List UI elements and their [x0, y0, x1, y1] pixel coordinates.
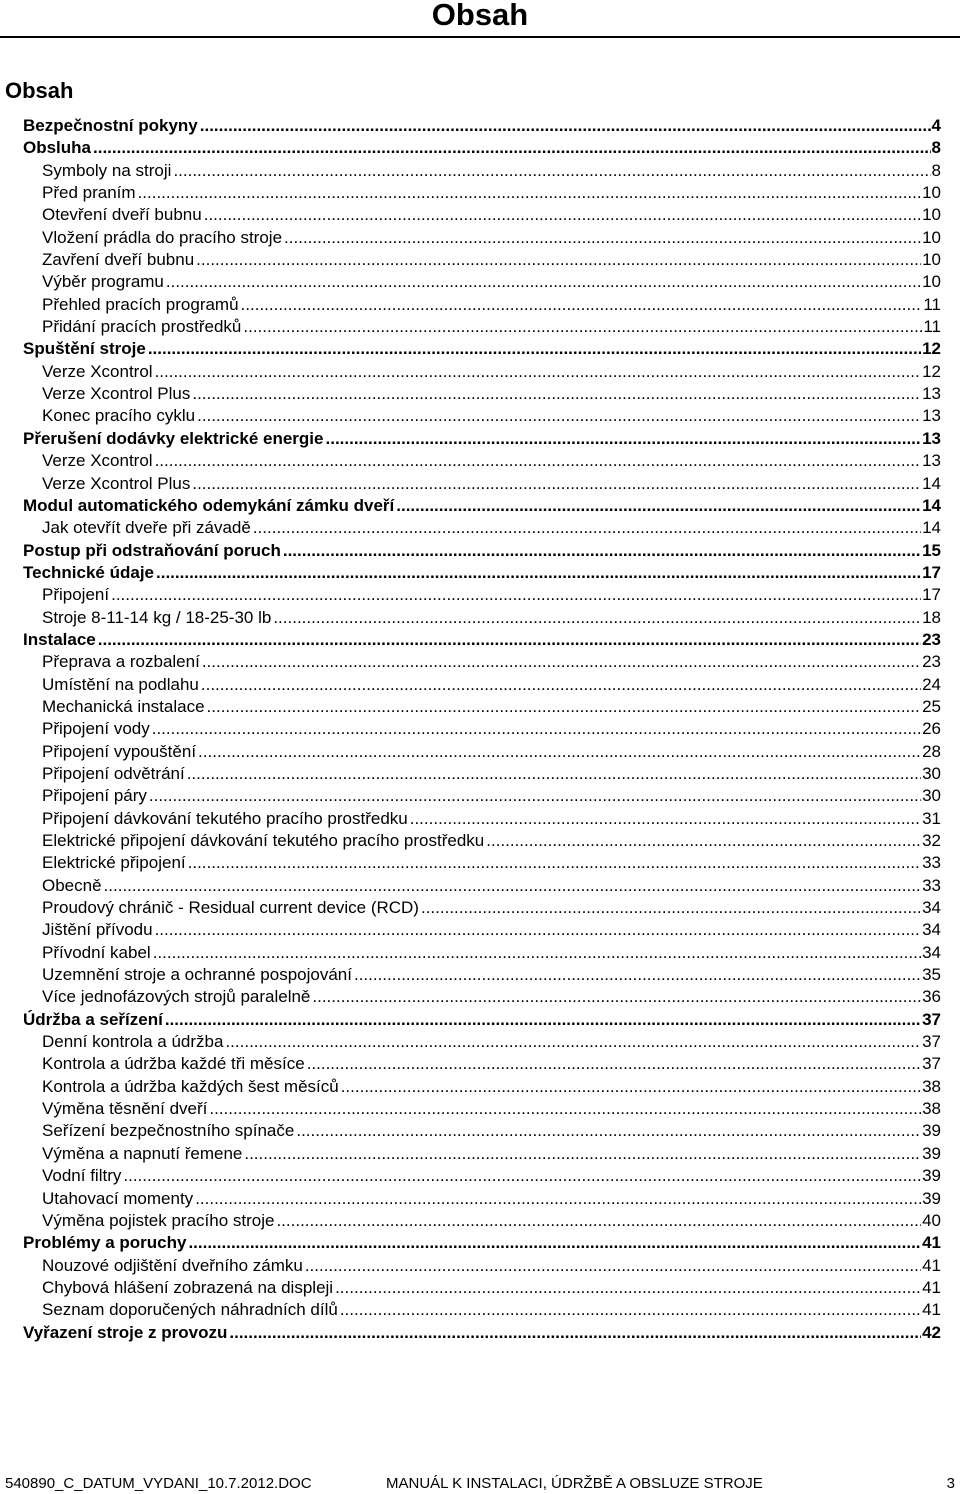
toc-dot-leader — [188, 852, 921, 874]
toc-entry-label: Přehled pracích programů — [42, 294, 239, 314]
toc-entry-label: Proudový chránič - Residual current device (RCD) — [42, 898, 419, 918]
toc-dot-leader — [149, 785, 921, 807]
toc-entry-page: 14 — [922, 518, 941, 538]
page-footer — [0, 1474, 960, 1494]
toc-entry-page: 15 — [922, 540, 941, 560]
toc-entry-label: Vyřazení stroje z provozu — [23, 1322, 228, 1342]
toc-entry-label: Vodní filtry — [42, 1166, 122, 1186]
toc-entry-page: 12 — [922, 361, 941, 381]
toc-dot-leader — [396, 495, 921, 517]
toc-entry-section[interactable] — [23, 964, 941, 986]
toc-dot-leader — [421, 897, 921, 919]
toc-heading: Obsah — [5, 78, 74, 103]
toc-entry-section[interactable] — [23, 741, 941, 763]
toc-dot-leader — [187, 763, 921, 785]
toc-dot-leader — [253, 517, 921, 539]
toc-dot-leader — [165, 1009, 921, 1031]
toc-entry-page: 30 — [922, 786, 941, 806]
toc-dot-leader — [198, 741, 921, 763]
toc-entry-label: Elektrické připojení — [42, 853, 186, 873]
toc-entry-page: 10 — [922, 183, 941, 203]
toc-entry-page: 37 — [922, 1032, 941, 1052]
toc-dot-leader — [188, 1232, 921, 1254]
toc-entry-section[interactable] — [23, 227, 941, 249]
toc-entry-label: Výměna pojistek pracího stroje — [42, 1210, 275, 1230]
toc-entry-page: 40 — [922, 1210, 941, 1230]
toc-entry-page: 39 — [922, 1188, 941, 1208]
toc-entry-label: Připojení — [42, 585, 110, 605]
toc-entry-chapter[interactable] — [23, 338, 941, 360]
toc-entry-page: 8 — [931, 160, 941, 180]
toc-entry-page: 41 — [922, 1277, 941, 1297]
toc-entry-section[interactable] — [23, 1188, 941, 1210]
toc-entry-label: Utahovací momenty — [42, 1188, 194, 1208]
toc-dot-leader — [305, 1255, 921, 1277]
toc-dot-leader — [241, 294, 923, 316]
toc-entry-page: 23 — [922, 652, 941, 672]
toc-entry-label: Připojení odvětrání — [42, 763, 185, 783]
toc-dot-leader — [486, 830, 921, 852]
toc-entry-label: Seřízení bezpečnostního spínače — [42, 1121, 295, 1141]
toc-entry-label: Kontrola a údržba každých šest měsíců — [42, 1076, 339, 1096]
toc-entry-chapter[interactable] — [23, 562, 941, 584]
toc-dot-leader — [155, 919, 922, 941]
toc-entry-label: Instalace — [23, 629, 96, 649]
toc-entry-label: Přívodní kabel — [42, 942, 151, 962]
toc-entry-section[interactable] — [23, 249, 941, 271]
toc-entry-page: 18 — [922, 607, 941, 627]
toc-dot-leader — [341, 1076, 921, 1098]
toc-dot-leader — [201, 674, 921, 696]
toc-entry-section[interactable] — [23, 517, 941, 539]
toc-entry-page: 13 — [922, 428, 941, 448]
toc-entry-section[interactable] — [23, 160, 941, 182]
toc-dot-leader — [197, 405, 921, 427]
toc-dot-leader — [326, 428, 922, 450]
toc-entry-page: 10 — [922, 205, 941, 225]
toc-dot-leader — [335, 1277, 921, 1299]
toc-entry-section[interactable] — [23, 1143, 941, 1165]
toc-entry-section[interactable] — [23, 1210, 941, 1232]
toc-dot-leader — [209, 1098, 921, 1120]
toc-dot-leader — [138, 182, 922, 204]
toc-entry-page: 8 — [931, 138, 941, 158]
toc-entry-section[interactable] — [23, 1098, 941, 1120]
toc-dot-leader — [153, 942, 921, 964]
toc-entry-page: 14 — [922, 473, 941, 493]
toc-dot-leader — [93, 137, 931, 159]
toc-entry-section[interactable] — [23, 271, 941, 293]
toc-dot-leader — [152, 718, 921, 740]
toc-entry-page: 39 — [922, 1121, 941, 1141]
toc-entry-label: Výměna těsnění dveří — [42, 1099, 208, 1119]
toc-entry-section[interactable] — [23, 1165, 941, 1187]
toc-entry-label: Zavření dveří bubnu — [42, 250, 195, 270]
toc-entry-section[interactable] — [23, 584, 941, 606]
toc-entry-page: 23 — [922, 629, 941, 649]
toc-dot-leader — [225, 1031, 921, 1053]
toc-entry-label: Přeprava a rozbalení — [42, 652, 200, 672]
toc-dot-leader — [192, 473, 921, 495]
toc-entry-section[interactable] — [23, 450, 941, 472]
toc-entry-page: 11 — [923, 317, 941, 337]
toc-entry-page: 14 — [922, 495, 941, 515]
toc-dot-leader — [173, 160, 930, 182]
toc-entry-label: Symboly na stroji — [42, 160, 172, 180]
toc-entry-page: 34 — [922, 920, 941, 940]
toc-entry-page: 38 — [922, 1099, 941, 1119]
toc-entry-page: 39 — [922, 1143, 941, 1163]
toc-entry-section[interactable] — [23, 1299, 941, 1321]
toc-dot-leader — [354, 964, 921, 986]
toc-entry-label: Modul automatického odemykání zámku dveří — [23, 495, 395, 515]
footer-page-number: 3 — [946, 1475, 955, 1492]
toc-entry-section[interactable] — [23, 763, 941, 785]
toc-entry-label: Verze Xcontrol — [42, 361, 153, 381]
toc-dot-leader — [98, 629, 921, 651]
toc-dot-leader — [307, 1053, 921, 1075]
toc-dot-leader — [155, 450, 922, 472]
toc-entry-page: 17 — [922, 585, 941, 605]
toc-dot-leader — [156, 562, 921, 584]
toc-entry-page: 13 — [922, 406, 941, 426]
toc-entry-page: 11 — [923, 294, 941, 314]
footer-manual-title: MANUÁL K INSTALACI, ÚDRŽBĚ A OBSLUZE STROJE — [386, 1475, 763, 1492]
toc-entry-chapter[interactable] — [23, 1322, 941, 1344]
toc-entry-section[interactable] — [23, 852, 941, 874]
toc-entry-section[interactable] — [23, 204, 941, 226]
toc-dot-leader — [196, 249, 921, 271]
toc-entry-label: Výběr programu — [42, 272, 164, 292]
toc-entry-page: 17 — [922, 562, 941, 582]
toc-dot-leader — [284, 227, 921, 249]
toc-entry-page: 12 — [922, 339, 941, 359]
toc-entry-section[interactable] — [23, 1120, 941, 1142]
toc-entry-label: Jak otevřít dveře při závadě — [42, 518, 251, 538]
toc-entry-page: 28 — [922, 741, 941, 761]
toc-entry-page: 41 — [922, 1255, 941, 1275]
toc-dot-leader — [244, 1143, 921, 1165]
toc-entry-page: 31 — [922, 808, 941, 828]
toc-entry-page: 35 — [922, 965, 941, 985]
toc-entry-page: 10 — [922, 272, 941, 292]
toc-entry-section[interactable] — [23, 1277, 941, 1299]
toc-entry-label: Verze Xcontrol — [42, 451, 153, 471]
toc-entry-page: 26 — [922, 719, 941, 739]
toc-dot-leader — [148, 338, 921, 360]
toc-entry-page: 34 — [922, 942, 941, 962]
toc-entry-label: Připojení vypouštění — [42, 741, 197, 761]
toc-entry-page: 10 — [922, 227, 941, 247]
toc-entry-label: Bezpečnostní pokyny — [23, 116, 198, 135]
toc-dot-leader — [276, 1210, 921, 1232]
toc-entry-label: Kontrola a údržba každé tři měsíce — [42, 1054, 305, 1074]
toc-dot-leader — [204, 204, 921, 226]
footer-document-code: 540890_C_DATUM_VYDANI_10.7.2012.DOC — [5, 1475, 312, 1492]
toc-dot-leader — [340, 1299, 921, 1321]
toc-entry-page: 32 — [922, 831, 941, 850]
toc-entry-label: Verze Xcontrol Plus — [42, 473, 191, 493]
toc-entry-label: Konec pracího cyklu — [42, 406, 196, 426]
toc-entry-page: 37 — [922, 1054, 941, 1074]
toc-entry-label: Připojení páry — [42, 786, 147, 806]
toc-entry-label: Připojení vody — [42, 719, 150, 739]
toc-dot-leader — [111, 584, 921, 606]
toc-entry-section[interactable] — [23, 808, 941, 830]
toc-dot-leader — [229, 1322, 921, 1344]
toc-entry-section[interactable] — [23, 383, 941, 405]
toc-dot-leader — [243, 316, 922, 338]
toc-entry-label: Mechanická instalace — [42, 696, 205, 716]
toc-entry-section[interactable] — [23, 1255, 941, 1277]
toc-entry-section[interactable] — [23, 651, 941, 673]
toc-entry-section[interactable] — [23, 830, 941, 852]
toc-dot-leader — [410, 808, 921, 830]
toc-entry-label: Technické údaje — [23, 562, 155, 582]
toc-entry-chapter[interactable] — [23, 137, 941, 159]
toc-entry-label: Uzemnění stroje a ochranné pospojování — [42, 965, 352, 985]
toc-entry-label: Postup při odstraňování poruch — [23, 540, 281, 560]
toc-entry-label: Vložení prádla do pracího stroje — [42, 227, 283, 247]
toc-entry-section[interactable] — [23, 696, 941, 718]
toc-entry-page: 4 — [931, 116, 941, 135]
toc-entry-section[interactable] — [23, 986, 941, 1008]
toc-entry-chapter[interactable] — [23, 629, 941, 651]
toc-entry-page: 38 — [922, 1076, 941, 1096]
toc-entry-label: Připojení dávkování tekutého pracího prostředku — [42, 808, 408, 828]
toc-entry-label: Více jednofázových strojů paralelně — [42, 987, 311, 1007]
toc-entry-label: Problémy a poruchy — [23, 1233, 187, 1253]
toc-entry-label: Elektrické připojení dávkování tekutého pracího prostředku — [42, 831, 485, 850]
toc-entry-section[interactable] — [23, 473, 941, 495]
toc-dot-leader — [166, 271, 921, 293]
toc-entry-section[interactable] — [23, 718, 941, 740]
toc-entry-section[interactable] — [23, 942, 941, 964]
toc-dot-leader — [283, 540, 921, 562]
toc-entry-section[interactable] — [23, 1053, 941, 1075]
toc-entry-label: Otevření dveří bubnu — [42, 205, 202, 225]
toc-entry-section[interactable] — [23, 607, 941, 629]
toc-dot-leader — [192, 383, 921, 405]
toc-dot-leader — [155, 361, 922, 383]
toc-entry-section[interactable] — [23, 1031, 941, 1053]
toc-dot-leader — [202, 651, 921, 673]
toc-entry-label: Výměna a napnutí řemene — [42, 1143, 243, 1163]
toc-dot-leader — [104, 875, 922, 897]
toc-entry-chapter[interactable] — [23, 1009, 941, 1031]
toc-entry-section[interactable] — [23, 919, 941, 941]
toc-entry-page: 42 — [922, 1322, 941, 1342]
page-title: Obsah — [431, 0, 529, 32]
toc-entry-chapter[interactable] — [23, 495, 941, 517]
toc-entry-page: 36 — [922, 987, 941, 1007]
toc-entry-page: 39 — [922, 1166, 941, 1186]
toc-entry-label: Seznam doporučených náhradních dílů — [42, 1300, 338, 1320]
toc-entry-label: Přidání pracích prostředků — [42, 317, 242, 337]
toc-entry-label: Chybová hlášení zobrazená na displeji — [42, 1277, 334, 1297]
toc-entry-page: 41 — [922, 1300, 941, 1320]
toc-entry-page: 34 — [922, 898, 941, 918]
toc-entry-page: 41 — [922, 1233, 941, 1253]
toc-entry-section[interactable] — [23, 316, 941, 338]
toc-entry-page: 37 — [922, 1009, 941, 1029]
toc-entry-page: 13 — [922, 451, 941, 471]
toc-entry-label: Před praním — [42, 183, 136, 203]
toc-entry-label: Denní kontrola a údržba — [42, 1032, 224, 1052]
toc-entry-page: 25 — [922, 696, 941, 716]
toc-entry-page: 33 — [922, 875, 941, 895]
toc-entry-label: Obecně — [42, 875, 102, 895]
toc-entry-label: Přerušení dodávky elektrické energie — [23, 428, 324, 448]
toc-entry-section[interactable] — [23, 897, 941, 919]
toc-dot-leader — [200, 115, 931, 137]
toc-entry-page: 24 — [922, 674, 941, 694]
toc-entry-label: Údržba a seřízení — [23, 1009, 163, 1029]
toc-entry-section[interactable] — [23, 875, 941, 897]
toc-entry-chapter[interactable] — [23, 115, 941, 137]
toc-dot-leader — [207, 696, 922, 718]
toc-entry-chapter[interactable] — [23, 428, 941, 450]
toc-entry-section[interactable] — [23, 182, 941, 204]
toc-entry-chapter[interactable] — [23, 1232, 941, 1254]
toc-entry-page: 33 — [922, 853, 941, 873]
toc-entry-section[interactable] — [23, 361, 941, 383]
toc-entry-label: Spuštění stroje — [23, 339, 146, 359]
toc-entry-label: Verze Xcontrol Plus — [42, 384, 191, 404]
toc-entry-page: 30 — [922, 763, 941, 783]
toc-entry-label: Obsluha — [23, 138, 92, 158]
toc-entry-chapter[interactable] — [23, 540, 941, 562]
toc-entry-label: Jištění přívodu — [42, 920, 153, 940]
toc-dot-leader — [195, 1188, 921, 1210]
toc-dot-leader — [123, 1165, 921, 1187]
toc-entry-label: Nouzové odjištění dveřního zámku — [42, 1255, 303, 1275]
toc-entry-section[interactable] — [23, 405, 941, 427]
toc-entry-section[interactable] — [23, 785, 941, 807]
toc-dot-leader — [312, 986, 921, 1008]
toc-entry-section[interactable] — [23, 674, 941, 696]
toc-entry-label: Stroje 8-11-14 kg / 18-25-30 lb — [42, 607, 272, 627]
toc-entry-section[interactable] — [23, 294, 941, 316]
toc-entry-page: 13 — [922, 384, 941, 404]
toc-dot-leader — [296, 1120, 921, 1142]
toc-entry-label: Umístění na podlahu — [42, 674, 199, 694]
page-header — [0, 0, 960, 38]
toc-entry-page: 10 — [922, 250, 941, 270]
toc-dot-leader — [273, 607, 921, 629]
toc-entry-section[interactable] — [23, 1076, 941, 1098]
table-of-contents — [23, 115, 941, 1344]
